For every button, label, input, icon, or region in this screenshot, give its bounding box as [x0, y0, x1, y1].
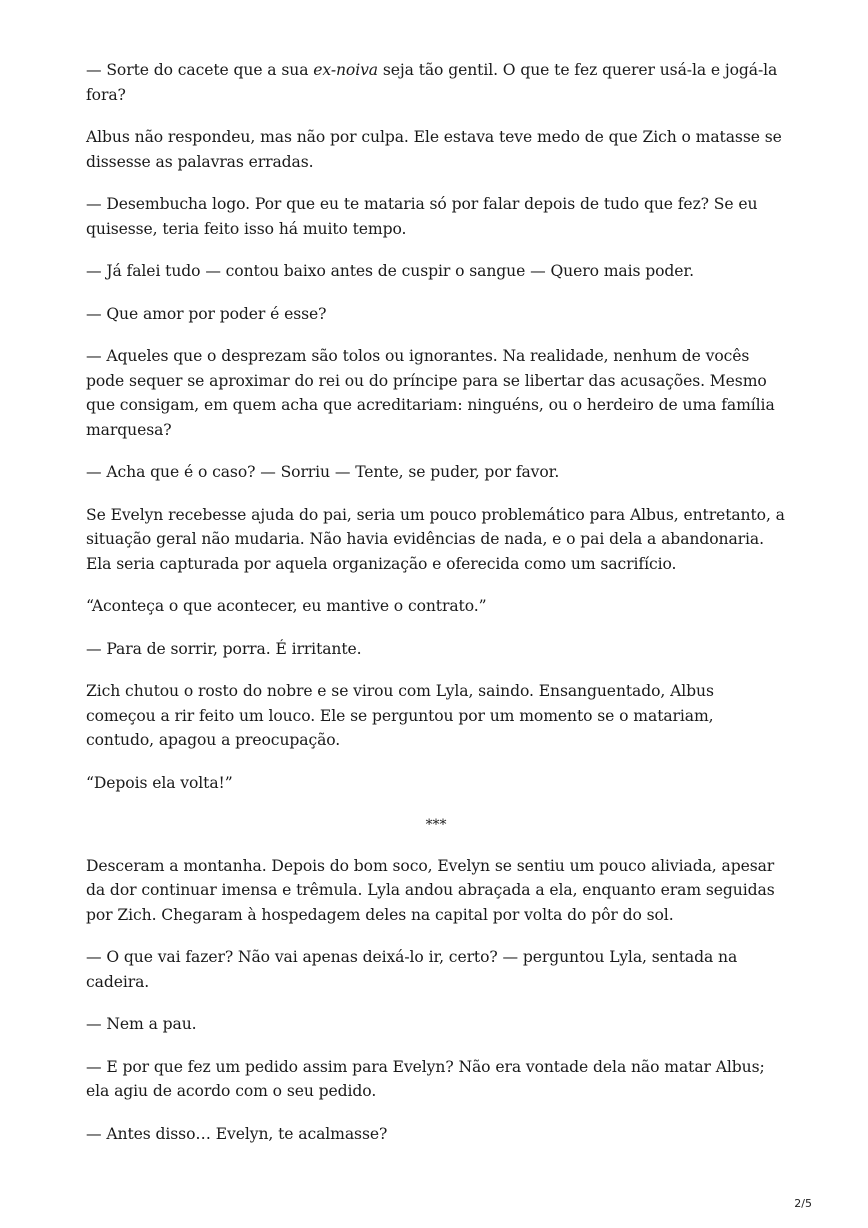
paragraph: — O que vai fazer? Não vai apenas deixá-lo ir, certo? — perguntou Lyla, sentada na cadeira.	[86, 948, 738, 991]
paragraph: — Aqueles que o desprezam são tolos ou ignorantes. Na realidade, nenhum de vocês pode sequer se aproximar do rei ou do príncipe para se libertar das acusações. Mesmo que consigam, em quem acha que acreditariam: ninguéns, ou o herdeiro de uma família marquesa?	[86, 347, 775, 439]
paragraph	[86, 58, 786, 107]
paragraph: Se Evelyn recebesse ajuda do pai, seria um pouco problemático para Albus, entretanto, a situação geral não mudaria. Não havia evidências de nada, e o pai dela a abandonaria. Ela seria capturada por aquela organização e oferecida como um sacrifício.	[86, 505, 785, 573]
paragraph: — Nem a pau.	[86, 1015, 197, 1033]
paragraph: Zich chutou o rosto do nobre e se virou com Lyla, saindo. Ensanguentado, Albus começou a rir feito um louco. Ele se perguntou por um momento se o matariam, contudo, apagou a preocupação.	[86, 682, 714, 749]
paragraph: — Que amor por poder é esse?	[86, 304, 327, 323]
document-body	[86, 58, 786, 1164]
paragraph: — Antes disso… Evelyn, te acalmasse?	[86, 1124, 388, 1143]
paragraph: — Desembucha logo. Por que eu te mataria só por falar depois de tudo que fez? Se eu quisesse, teria feito isso há muito tempo.	[86, 195, 758, 238]
paragraph: Albus não respondeu, mas não por culpa. Ele estava teve medo de que Zich o matasse se dissesse as palavras erradas.	[86, 128, 782, 171]
paragraph: — Para de sorrir, porra. É irritante.	[86, 639, 362, 658]
paragraph: — Acha que é o caso? — Sorriu — Tente, se puder, por favor.	[86, 463, 560, 481]
paragraph: Desceram a montanha. Depois do bom soco, Evelyn se sentiu um pouco aliviada, apesar da dor continuar imensa e trêmula. Lyla andou abraçada a ela, enquanto eram seguidas por Zich. Chegaram à hospedagem deles na capital por volta do pôr do sol.	[86, 856, 775, 924]
paragraph-text: seja tão gentil. O que te fez querer usá-la e jogá-la fora?	[86, 61, 778, 104]
paragraph: — E por que fez um pedido assim para Evelyn? Não era vontade dela não matar Albus; ela agiu de acordo com o seu pedido.	[86, 1057, 765, 1100]
page-number: 2/5	[794, 1197, 812, 1210]
emphasis-text: ex-noiva	[313, 61, 379, 79]
scene-separator: ***	[425, 817, 447, 833]
paragraph: “Aconteça o que acontecer, eu mantive o contrato.”	[86, 597, 487, 615]
paragraph: — Já falei tudo — contou baixo antes de cuspir o sangue — Quero mais poder.	[86, 262, 694, 280]
paragraph-text: — Sorte do cacete que a sua	[86, 61, 314, 79]
paragraph: “Depois ela volta!”	[86, 773, 233, 792]
